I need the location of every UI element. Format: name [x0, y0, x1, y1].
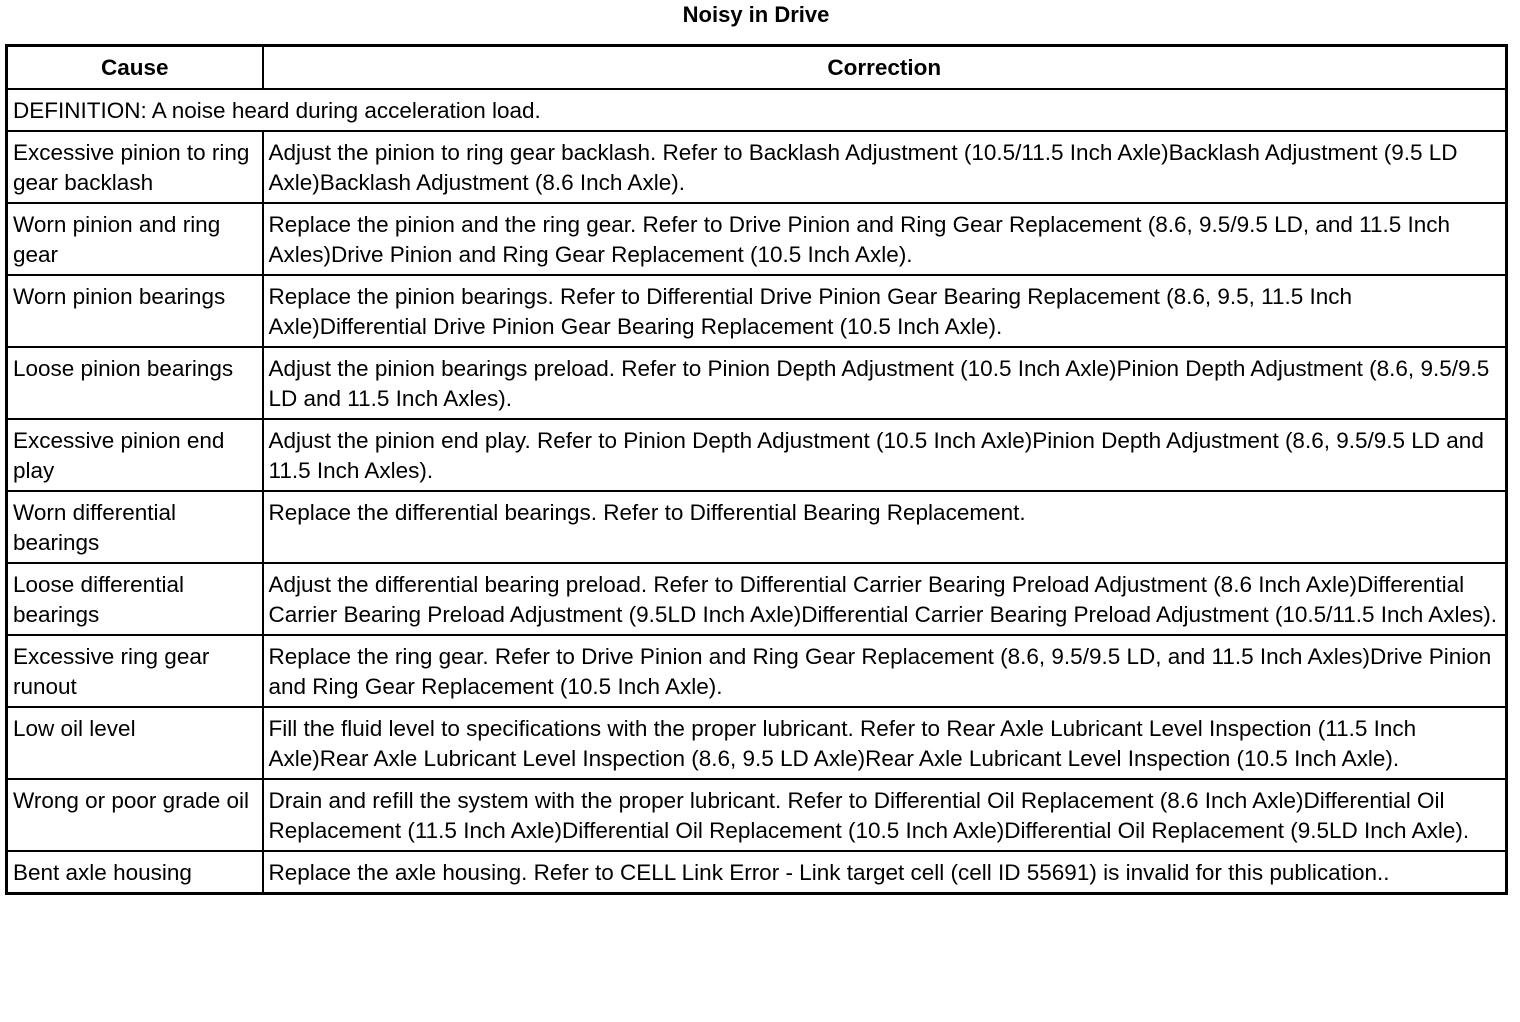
table-row [7, 635, 1507, 707]
correction-cell: Replace the pinion bearings. Refer to Differential Drive Pinion Gear Bearing Replacement (8.6, 9.5, 11.5 Inch Axle)Differential Drive Pinion Gear Bearing Replacement (10.5 Inch Axle). [263, 275, 1507, 347]
correction-column-header: Correction [263, 46, 1507, 90]
correction-cell: Replace the ring gear. Refer to Drive Pinion and Ring Gear Replacement (8.6, 9.5/9.5 LD, and 11.5 Inch Axles)Drive Pinion and Ring Gear Replacement (10.5 Inch Axle). [263, 635, 1507, 707]
cause-cell: Worn differential bearings [7, 491, 263, 563]
definition-text: DEFINITION: A noise heard during acceleration load. [7, 89, 1507, 131]
table-row [7, 563, 1507, 635]
diagnosis-table [5, 44, 1508, 895]
cause-cell: Excessive pinion end play [7, 419, 263, 491]
table-row [7, 275, 1507, 347]
correction-cell: Replace the pinion and the ring gear. Refer to Drive Pinion and Ring Gear Replacement (8.6, 9.5/9.5 LD, and 11.5 Inch Axles)Drive Pinion and Ring Gear Replacement (10.5 Inch Axle). [263, 203, 1507, 275]
cause-cell: Loose pinion bearings [7, 347, 263, 419]
definition-row [7, 89, 1507, 131]
correction-cell: Replace the axle housing. Refer to CELL Link Error - Link target cell (cell ID 55691) is invalid for this publication.. [263, 851, 1507, 894]
correction-cell: Adjust the pinion to ring gear backlash. Refer to Backlash Adjustment (10.5/11.5 Inch Axle)Backlash Adjustment (9.5 LD Axle)Backlash Adjustment (8.6 Inch Axle). [263, 131, 1507, 203]
correction-cell: Drain and refill the system with the proper lubricant. Refer to Differential Oil Replacement (8.6 Inch Axle)Differential Oil Replacement (11.5 Inch Axle)Differential Oil Replacement (10.5 Inch Axle)Differential Oil Replacement (9.5LD Inch Axle). [263, 779, 1507, 851]
correction-cell: Adjust the pinion bearings preload. Refer to Pinion Depth Adjustment (10.5 Inch Axle)Pinion Depth Adjustment (8.6, 9.5/9.5 LD and 11.5 Inch Axles). [263, 347, 1507, 419]
cause-cell: Bent axle housing [7, 851, 263, 894]
page-title: Noisy in Drive [682, 2, 830, 27]
table-row [7, 419, 1507, 491]
table-row [7, 491, 1507, 563]
cause-cell: Loose differential bearings [7, 563, 263, 635]
cause-cell: Wrong or poor grade oil [7, 779, 263, 851]
table-row [7, 131, 1507, 203]
table-row [7, 779, 1507, 851]
table-row [7, 347, 1507, 419]
correction-cell: Replace the differential bearings. Refer to Differential Bearing Replacement. [263, 491, 1507, 563]
cause-cell: Worn pinion bearings [7, 275, 263, 347]
cause-cell: Excessive ring gear runout [7, 635, 263, 707]
table-header-row [7, 46, 1507, 90]
table-row [7, 851, 1507, 894]
cause-cell: Worn pinion and ring gear [7, 203, 263, 275]
cause-column-header: Cause [7, 46, 263, 90]
cause-cell: Excessive pinion to ring gear backlash [7, 131, 263, 203]
table-row [7, 707, 1507, 779]
correction-cell: Adjust the differential bearing preload. Refer to Differential Carrier Bearing Preload Adjustment (8.6 Inch Axle)Differential Carrier Bearing Preload Adjustment (9.5LD Inch Axle)Differential Carrier Bearing Preload Adjustment (10.5/11.5 Inch Axles). [263, 563, 1507, 635]
correction-cell: Adjust the pinion end play. Refer to Pinion Depth Adjustment (10.5 Inch Axle)Pinion Depth Adjustment (8.6, 9.5/9.5 LD and 11.5 Inch Axles). [263, 419, 1507, 491]
cause-cell: Low oil level [7, 707, 263, 779]
table-row [7, 203, 1507, 275]
correction-cell: Fill the fluid level to specifications with the proper lubricant. Refer to Rear Axle Lubricant Level Inspection (11.5 Inch Axle)Rear Axle Lubricant Level Inspection (8.6, 9.5 LD Axle)Rear Axle Lubricant Level Inspection (10.5 Inch Axle). [263, 707, 1507, 779]
